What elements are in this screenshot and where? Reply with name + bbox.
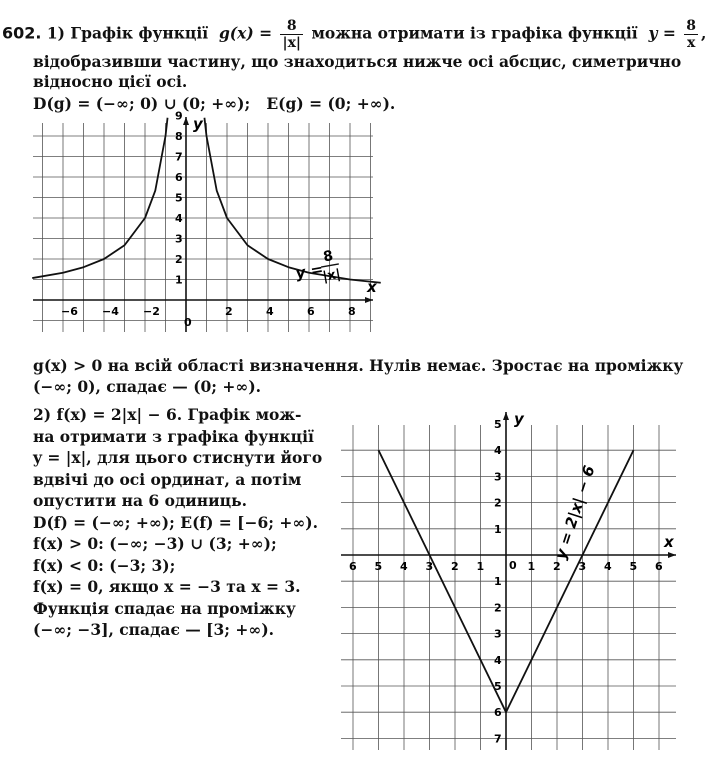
domain-range-line: D(g) = (−∞; 0) ∪ (0; +∞); E(g) = (0; +∞). — [33, 94, 396, 113]
curve-label-den: |x| — [321, 266, 342, 285]
y-axis-arrow — [183, 117, 189, 125]
y-tick-label: 2 — [175, 253, 183, 266]
y-eq: y = — [648, 23, 676, 43]
y-tick-label: 7 — [175, 150, 183, 164]
x-tick-label: 3 — [425, 560, 434, 573]
y-tick-label: 6 — [494, 706, 502, 720]
y-tick-label: 2 — [494, 496, 502, 510]
curve-label: y = 2|x| − 6 — [551, 463, 599, 562]
curve-label-y-eq: y = — [294, 259, 325, 283]
y-tick-label: 3 — [494, 627, 502, 641]
part2-line: на отримати з графіка функції — [33, 426, 314, 446]
x-tick-label: 1 — [527, 560, 536, 573]
x-axis-label: x — [367, 278, 377, 296]
curve-label-num: 8 — [322, 247, 335, 266]
y-tick-label: 3 — [175, 232, 183, 246]
y-tick-label: 5 — [494, 418, 502, 431]
x-tick-label: 6 — [655, 560, 663, 573]
y-tick-label: 1 — [494, 575, 502, 589]
part2-line: опустити на 6 одиниць. — [33, 491, 247, 510]
x-tick-label: −4 — [102, 305, 119, 318]
origin-label: 0 — [509, 559, 517, 572]
x-tick-label: 3 — [578, 560, 587, 573]
y-tick-label: 5 — [494, 680, 502, 693]
part2-line: f(x) < 0: (−3; 3); — [33, 555, 176, 575]
x-axis-label: x — [664, 533, 674, 551]
fraction-8-over-abs-x: $\frac{8}{|x|}$ — [282, 18, 302, 51]
part2-line: (−∞; −3], спадає — [3; +∞). — [33, 620, 275, 639]
x-tick-label: 5 — [374, 560, 383, 573]
x-tick-label: 2 — [553, 560, 561, 573]
x-tick-label: 6 — [349, 560, 357, 573]
text-line-3: відносно цієї осі. — [33, 72, 188, 91]
y-tick-label: 4 — [494, 653, 502, 667]
x-tick-label: 4 — [604, 560, 612, 573]
x-tick-label: 2 — [451, 560, 459, 573]
line1-a: Графік функції — [70, 23, 209, 43]
part1-label: 1) — [46, 23, 66, 43]
x-tick-label: 4 — [400, 560, 408, 573]
y-tick-label: 1 — [175, 273, 183, 287]
after1-line-2: (−∞; 0), спадає — (0; +∞). — [33, 377, 262, 396]
part2-line: вдвічі до осі ординат, а потім — [33, 469, 302, 489]
x-tick-label: 5 — [629, 560, 638, 573]
part2-line: 2) f(x) = 2|x| − 6. Графік мож- — [33, 405, 302, 424]
g-of-x: g(x) = — [218, 23, 273, 43]
origin-label: 0 — [184, 316, 192, 329]
y-axis-label: y — [514, 410, 524, 428]
y-tick-label: 4 — [494, 444, 502, 458]
x-tick-label: −6 — [61, 305, 78, 318]
y-tick-label: 4 — [175, 212, 183, 225]
curve-8-over-abs-x — [32, 118, 167, 278]
problem-number: 602. — [2, 23, 42, 43]
y-tick-label: 8 — [175, 130, 183, 143]
curve-8-over-abs-x — [204, 118, 380, 283]
line1-b: можна отримати із графіка функції — [311, 23, 638, 43]
y-axis-arrow — [503, 412, 509, 420]
y-tick-label: 2 — [494, 601, 502, 615]
part2-line: f(x) > 0: (−∞; −3) ∪ (3; +∞); — [33, 534, 277, 553]
x-tick-label: 2 — [225, 305, 233, 318]
x-axis-arrow — [668, 552, 676, 558]
x-tick-label: 1 — [476, 560, 485, 573]
part2-text — [33, 404, 322, 641]
graph-2-abs-x-minus-6 — [336, 410, 682, 756]
y-tick-label: 9 — [175, 109, 183, 123]
part2-line: f(x) = 0, якщо x = −3 та x = 3. — [33, 577, 301, 596]
y-tick-label: 6 — [175, 171, 183, 184]
part2-line: Функція спадає на проміжку — [33, 598, 296, 618]
y-tick-label: 7 — [494, 732, 502, 746]
y-axis-label: y — [193, 115, 203, 133]
x-tick-label: −2 — [143, 305, 160, 318]
y-tick-label: 3 — [494, 470, 502, 484]
fraction-8-over-x: $\frac{8}{x}$ — [686, 18, 697, 51]
graph-8-over-abs-x — [28, 109, 378, 340]
text-line-2: відобразивши частину, що знаходиться нижче осі абсцис, симетрично — [33, 52, 682, 71]
x-tick-label: 4 — [266, 305, 274, 318]
problem-header: 602. 1) Графік функції g(x) = $\frac{8}{|x|}$ можна отримати із графіка функції y = $\frac{8}{x}$ , — [2, 18, 706, 51]
part2-line: y = |x|, для цього стиснути його — [33, 448, 323, 467]
after1-line-1: g(x) > 0 на всій області визначення. Нулів немає. Зростає на проміжку — [33, 356, 684, 375]
y-tick-label: 5 — [175, 191, 183, 205]
x-axis-arrow — [365, 297, 373, 303]
y-tick-label: 1 — [494, 522, 502, 536]
part2-line: D(f) = (−∞; +∞); E(f) = [−6; +∞). — [33, 512, 319, 532]
x-tick-label: 6 — [307, 305, 315, 318]
x-tick-label: 8 — [348, 305, 356, 318]
